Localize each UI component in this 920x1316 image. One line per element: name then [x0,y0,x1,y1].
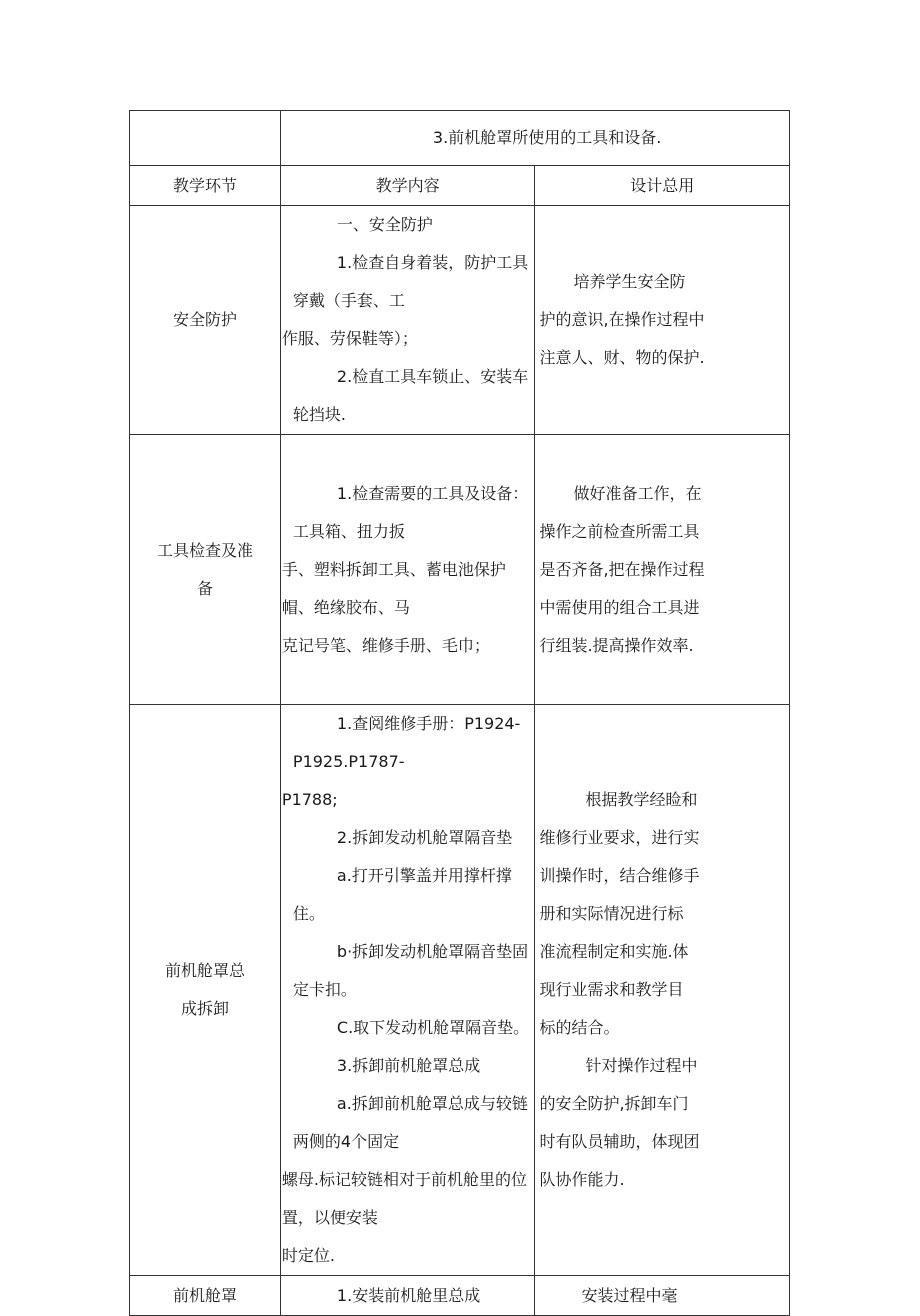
design-line: 时有队员辅助，体现团 [539,1132,700,1151]
design-line: 训操作时，结合维修手 [539,866,700,885]
content-line: b·拆卸发动机舱罩隔音垫固定卡扣。 [292,942,529,999]
design-line: 标的结合。 [539,1018,620,1037]
content-line: 时定位. [281,1246,336,1265]
header-stage: 教学环节 [130,166,281,206]
design-line: 准流程制定和实施.体 [539,942,689,961]
content-line: 作服、劳保鞋等）； [281,329,418,348]
top-note-row [130,111,790,166]
content-line: 手、塑料拆卸工具、蓄电池保护帽、绝缘胶布、马 [281,559,506,617]
stage-line: 工具检查及准 [156,540,253,560]
content-cell [280,435,535,705]
stage-cell [130,705,281,1276]
content-line: 3.拆卸前机舱罩总成 [336,1056,481,1075]
content-line: 2.检直工具车锁止、安装车轮挡块. [292,367,529,424]
content-line: 螺母.标记较链相对于前机舱里的位置，以便安装 [281,1170,528,1227]
lesson-plan-table [129,110,790,1316]
design-line: 中需使用的组合工具进 [539,597,700,617]
top-note-cell [280,111,789,166]
content-line: a.打开引擎盖并用撑杆撑住。 [292,866,512,923]
table-row [130,705,790,1276]
content-cell [280,705,535,1276]
design-line: 注意人、财、物的保护. [539,348,705,367]
design-line: 现行业需求和教学目 [539,980,684,999]
empty-cell [130,111,281,166]
content-line: 克记号笔、维修手册、毛巾； [281,635,490,655]
stage-line: 前机舱罩 [172,1285,237,1305]
design-line: 的安全防护,拆卸车门 [539,1094,689,1113]
table-row [130,435,790,705]
stage-cell [130,435,281,705]
stage-line: 备 [196,578,213,598]
content-cell [280,1276,535,1316]
table-row [130,1276,790,1316]
design-line: 队协作能力. [539,1170,625,1189]
header-content: 教学内容 [280,166,535,206]
design-cell [535,1276,790,1316]
content-line: a.拆卸前机舱罩总成与较链两侧的4个固定 [292,1094,528,1151]
stage-cell [130,1276,281,1316]
header-row [130,166,790,206]
content-line: 2.拆卸发动机舱罩隔音垫 [336,828,513,847]
stage-line: 前机舱罩总 [164,961,245,980]
design-line: 针对操作过程中 [585,1056,698,1075]
design-line: 做好准备工作，在 [573,483,702,503]
design-line: 护的意识,在操作过程中 [539,310,705,329]
design-line: 行组装.提高操作效率. [539,635,694,655]
content-line: 1.检查需要的工具及设备：工具箱、扭力扳 [292,483,529,541]
design-cell [535,705,790,1276]
design-line: 培养学生安全防 [573,272,686,291]
content-line: 一、安全防护 [336,215,433,234]
design-line: 根据教学经睑和 [585,790,698,809]
content-line: C.取下发动机舱罩隔音垫。 [336,1018,530,1037]
design-cell [535,435,790,705]
content-line: 1.检查自身着装，防护工具穿戴（手套、工 [292,253,529,310]
content-cell [280,206,535,435]
design-line: 是否齐备,把在操作过程 [539,559,705,579]
content-line: 1.查阅维修手册：P1924-P1925.P1787- [292,714,521,771]
stage-cell [130,206,281,435]
design-cell [535,206,790,435]
table-row [130,206,790,435]
stage-line: 安全防护 [172,310,237,329]
design-line: 册和实际情况进行标 [539,904,684,923]
design-line: 维修行业要求，进行实 [539,828,700,847]
content-line: 1.安装前机舱里总成 [336,1285,481,1305]
stage-line: 成拆卸 [180,999,229,1018]
top-note-text: 3.前机舱罩所使用的工具和设备. [432,128,662,147]
design-line: 安装过程中毫 [581,1285,678,1305]
content-line: P1788; [281,790,338,809]
design-line: 操作之前检查所需工具 [539,521,700,541]
header-design: 设计总用 [535,166,790,206]
